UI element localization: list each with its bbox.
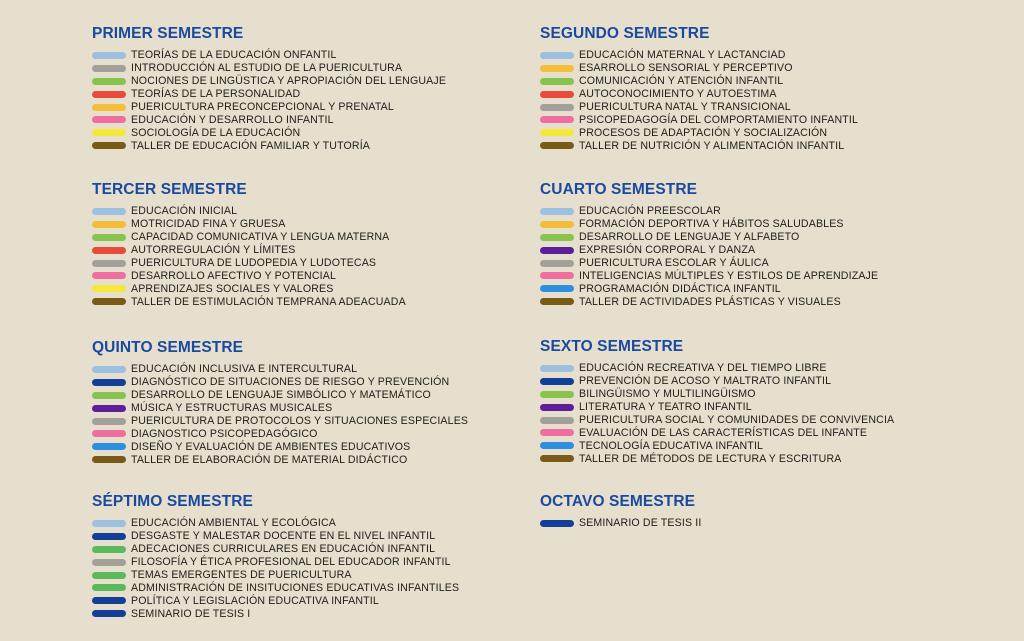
course-color-pill	[92, 208, 126, 215]
course-color-pill	[540, 298, 574, 305]
course-item	[540, 375, 1010, 388]
course-label: TALLER DE NUTRICIÓN Y ALIMENTACIÓN INFANTIL	[579, 139, 845, 152]
course-item	[92, 257, 562, 270]
course-item	[540, 101, 1010, 114]
course-label: PROCESOS DE ADAPTACIÓN Y SOCIALIZACIÓN	[579, 126, 828, 139]
course-item	[540, 75, 1010, 88]
course-item	[92, 569, 562, 582]
course-label: DESARROLLO AFECTIVO Y POTENCIAL	[131, 269, 337, 282]
course-item	[540, 269, 1010, 282]
course-label: AUTOCONOCIMIENTO Y AUTOESTIMA	[579, 88, 777, 101]
course-item	[540, 205, 1010, 218]
course-color-pill	[92, 78, 126, 85]
course-label: TEORÍAS DE LA PERSONALIDAD	[131, 88, 301, 101]
course-item	[92, 75, 562, 88]
course-color-pill	[92, 584, 126, 591]
course-color-pill	[540, 520, 574, 527]
course-item	[92, 402, 562, 415]
course-color-pill	[540, 221, 574, 228]
course-item	[92, 415, 562, 428]
course-item	[92, 556, 562, 569]
course-color-pill	[92, 247, 126, 254]
course-label: TEORÍAS DE LA EDUCACIÓN ONFANTIL	[131, 49, 337, 62]
course-item	[92, 440, 562, 453]
course-color-pill	[540, 391, 574, 398]
semester-title: SÉPTIMO SEMESTRE	[92, 493, 253, 510]
semester-octavo	[540, 493, 1010, 530]
course-label: EXPRESIÓN CORPORAL Y DANZA	[579, 244, 756, 257]
course-color-pill	[92, 116, 126, 123]
course-item	[92, 581, 562, 594]
course-item	[92, 269, 562, 282]
course-color-pill	[92, 221, 126, 228]
semester-septimo	[92, 493, 562, 620]
course-item	[540, 295, 1010, 308]
course-list	[92, 517, 562, 620]
course-label: AUTORREGULACIÓN Y LÍMITES	[131, 244, 296, 257]
course-list	[92, 205, 562, 308]
course-color-pill	[92, 234, 126, 241]
course-color-pill	[92, 260, 126, 267]
course-color-pill	[540, 52, 574, 59]
course-color-pill	[92, 456, 126, 463]
course-color-pill	[540, 260, 574, 267]
course-label: EDUCACIÓN MATERNAL Y LACTANCIAD	[579, 49, 786, 62]
course-label: TECNOLOGÍA EDUCATIVA INFANTIL	[579, 439, 764, 452]
course-label: ADECACIONES CURRICULARES EN EDUCACIÓN INFANTIL	[131, 543, 436, 556]
course-item	[92, 389, 562, 402]
course-item	[92, 49, 562, 62]
course-label: COMUNICACIÓN Y ATENCIÓN INFANTIL	[579, 75, 784, 88]
course-label: PUERICULTURA DE PROTOCOLOS Y SITUACIONES ESPECIALES	[131, 415, 469, 427]
course-label: TALLER DE MÉTODOS DE LECTURA Y ESCRITURA	[579, 452, 842, 465]
course-label: PUERICULTURA NATAL Y TRANSICIONAL	[579, 101, 791, 113]
course-item	[92, 282, 562, 295]
course-item	[540, 218, 1010, 231]
course-item	[92, 376, 562, 389]
course-label: ADMINISTRACIÓN DE INSITUCIONES EDUCATIVAS INFANTILES	[131, 581, 460, 594]
course-item	[92, 218, 562, 231]
course-color-pill	[92, 129, 126, 136]
semester-primer	[92, 25, 562, 152]
course-label: MÚSICA Y ESTRUCTURAS MUSICALES	[131, 402, 333, 415]
course-item	[92, 530, 562, 543]
course-color-pill	[540, 272, 574, 279]
course-color-pill	[92, 65, 126, 72]
course-item	[92, 62, 562, 75]
course-item	[92, 139, 562, 152]
course-label: PUERICULTURA PRECONCEPCIONAL Y PRENATAL	[131, 101, 394, 113]
course-item	[540, 126, 1010, 139]
course-item	[540, 88, 1010, 101]
course-color-pill	[540, 429, 574, 436]
course-label: INTRODUCCIÓN AL ESTUDIO DE LA PUERICULTURA	[131, 62, 403, 75]
course-color-pill	[92, 392, 126, 399]
course-label: EDUCACIÓN AMBIENTAL Y ECOLÓGICA	[131, 517, 336, 530]
course-item	[92, 607, 562, 620]
course-item	[540, 231, 1010, 244]
course-item	[92, 126, 562, 139]
course-item	[540, 282, 1010, 295]
course-item	[92, 101, 562, 114]
course-label: DESGASTE Y MALESTAR DOCENTE EN EL NIVEL INFANTIL	[131, 530, 436, 543]
course-item	[540, 257, 1010, 270]
course-label: SOCIOLOGÍA DE LA EDUCACIÓN	[131, 126, 301, 139]
course-color-pill	[92, 366, 126, 373]
course-list	[92, 49, 562, 152]
course-color-pill	[92, 546, 126, 553]
course-color-pill	[540, 78, 574, 85]
course-color-pill	[92, 520, 126, 527]
semester-title: OCTAVO SEMESTRE	[540, 493, 696, 510]
course-item	[540, 426, 1010, 439]
course-item	[540, 388, 1010, 401]
course-label: DESARROLLO DE LENGUAJE SIMBÓLICO Y MATEMÁTICO	[131, 389, 431, 402]
course-color-pill	[540, 247, 574, 254]
course-label: DESARROLLO DE LENGUAJE Y ALFABETO	[579, 231, 800, 244]
course-label: CAPACIDAD COMUNICATIVA Y LENGUA MATERNA	[131, 231, 390, 244]
course-color-pill	[92, 572, 126, 579]
course-label: SEMINARIO DE TESIS II	[579, 517, 702, 530]
course-item	[540, 452, 1010, 465]
course-color-pill	[92, 142, 126, 149]
course-label: TEMAS EMERGENTES DE PUERICULTURA	[131, 569, 352, 581]
course-color-pill	[92, 430, 126, 437]
course-item	[540, 517, 1010, 530]
course-color-pill	[92, 379, 126, 386]
course-color-pill	[540, 104, 574, 111]
course-color-pill	[92, 597, 126, 604]
course-label: DIAGNOSTICO PSICOPEDAGÓGICO	[131, 427, 318, 440]
course-label: PROGRAMACIÓN DIDÁCTICA INFANTIL	[579, 282, 781, 295]
course-label: DIAGNÓSTICO DE SITUACIONES DE RIESGO Y PREVENCIÓN	[131, 376, 450, 389]
course-color-pill	[92, 91, 126, 98]
course-list	[540, 517, 1010, 530]
course-label: FILOSOFÍA Y ÉTICA PROFESIONAL DEL EDUCADOR INFANTIL	[131, 556, 451, 569]
course-color-pill	[92, 298, 126, 305]
course-color-pill	[540, 91, 574, 98]
course-label: PUERICULTURA DE LUDOPEDIA Y LUDOTECAS	[131, 257, 377, 269]
course-item	[540, 113, 1010, 126]
semester-title: SEXTO SEMESTRE	[540, 338, 684, 355]
course-label: SEMINARIO DE TESIS I	[131, 607, 251, 620]
course-color-pill	[92, 104, 126, 111]
course-label: TALLER DE EDUCACIÓN FAMILIAR Y TUTORÍA	[131, 139, 371, 152]
course-item	[540, 49, 1010, 62]
semester-quinto	[92, 339, 562, 466]
course-list	[540, 362, 1010, 465]
course-color-pill	[92, 272, 126, 279]
course-label: POLÍTICA Y LEGISLACIÓN EDUCATIVA INFANTIL	[131, 594, 379, 607]
course-item	[92, 231, 562, 244]
course-color-pill	[92, 610, 126, 617]
course-label: PUERICULTURA SOCIAL Y COMUNIDADES DE CONVIVENCIA	[579, 414, 895, 426]
semester-title: CUARTO SEMESTRE	[540, 181, 698, 198]
semester-title: SEGUNDO SEMESTRE	[540, 25, 710, 42]
course-item	[92, 113, 562, 126]
course-label: EDUCACIÓN INICIAL	[131, 205, 238, 218]
course-list	[540, 49, 1010, 152]
course-color-pill	[540, 404, 574, 411]
course-label: EDUCACIÓN PREESCOLAR	[579, 205, 721, 218]
course-color-pill	[92, 52, 126, 59]
semester-cuarto	[540, 181, 1010, 308]
course-color-pill	[540, 129, 574, 136]
course-color-pill	[540, 378, 574, 385]
course-item	[92, 244, 562, 257]
course-label: EDUCACIÓN INCLUSIVA E INTERCULTURAL	[131, 363, 358, 376]
course-label: LITERATURA Y TEATRO INFANTIL	[579, 401, 752, 414]
course-label: BILINGÜISMO Y MULTILINGÜISMO	[579, 388, 756, 401]
course-label: TALLER DE ELABORACIÓN DE MATERIAL DIDÁCTICO	[131, 453, 408, 466]
course-item	[540, 62, 1010, 75]
semester-title: TERCER SEMESTRE	[92, 181, 247, 198]
course-color-pill	[92, 405, 126, 412]
course-color-pill	[92, 559, 126, 566]
course-color-pill	[540, 234, 574, 241]
course-item	[540, 244, 1010, 257]
course-item	[540, 362, 1010, 375]
course-item	[92, 427, 562, 440]
course-label: EVALUACIÓN DE LAS CARACTERÍSTICAS DEL INFANTE	[579, 426, 868, 439]
course-item	[92, 295, 562, 308]
course-item	[92, 88, 562, 101]
course-color-pill	[540, 455, 574, 462]
course-color-pill	[92, 533, 126, 540]
course-list	[540, 205, 1010, 308]
course-color-pill	[540, 285, 574, 292]
course-item	[540, 139, 1010, 152]
course-label: FORMACIÓN DEPORTIVA Y HÁBITOS SALUDABLES	[579, 218, 844, 231]
semester-title: PRIMER SEMESTRE	[92, 25, 244, 42]
course-color-pill	[540, 365, 574, 372]
course-item	[540, 414, 1010, 427]
course-label: INTELIGENCIAS MÚLTIPLES Y ESTILOS DE APRENDIZAJE	[579, 269, 879, 282]
course-list	[92, 363, 562, 466]
semester-sexto	[540, 338, 1010, 465]
course-label: EDUCACIÓN RECREATIVA Y DEL TIEMPO LIBRE	[579, 362, 827, 375]
course-label: EDUCACIÓN Y DESARROLLO INFANTIL	[131, 113, 334, 126]
course-label: NOCIONES DE LINGÜSTICA Y APROPIACIÓN DEL LENGUAJE	[131, 75, 447, 88]
course-item	[540, 401, 1010, 414]
course-label: PUERICULTURA ESCOLAR Y ÁULICA	[579, 257, 769, 269]
course-color-pill	[92, 418, 126, 425]
course-item	[540, 439, 1010, 452]
semester-segundo	[540, 25, 1010, 152]
course-label: DISEÑO Y EVALUACIÓN DE AMBIENTES EDUCATIVOS	[131, 440, 411, 453]
course-label: PREVENCIÓN DE ACOSO Y MALTRATO INFANTIL	[579, 375, 832, 388]
semester-tercer	[92, 181, 562, 308]
course-color-pill	[92, 285, 126, 292]
course-label: TALLER DE ESTIMULACIÓN TEMPRANA ADEACUADA	[131, 295, 406, 308]
course-color-pill	[540, 142, 574, 149]
course-label: MOTRICIDAD FINA Y GRUESA	[131, 218, 286, 231]
course-label: TALLER DE ACTIVIDADES PLÁSTICAS Y VISUALES	[579, 295, 841, 308]
course-color-pill	[92, 443, 126, 450]
course-label: ESARROLLO SENSORIAL Y PERCEPTIVO	[579, 62, 793, 75]
course-item	[92, 205, 562, 218]
course-color-pill	[540, 417, 574, 424]
course-label: APRENDIZAJES SOCIALES Y VALORES	[131, 282, 334, 295]
course-color-pill	[540, 208, 574, 215]
course-item	[92, 543, 562, 556]
course-color-pill	[540, 116, 574, 123]
semester-title: QUINTO SEMESTRE	[92, 339, 244, 356]
course-color-pill	[540, 442, 574, 449]
course-color-pill	[540, 65, 574, 72]
course-item	[92, 453, 562, 466]
course-item	[92, 594, 562, 607]
course-label: PSICOPEDAGOGÍA DEL COMPORTAMIENTO INFANTIL	[579, 113, 859, 126]
course-item	[92, 517, 562, 530]
course-item	[92, 363, 562, 376]
